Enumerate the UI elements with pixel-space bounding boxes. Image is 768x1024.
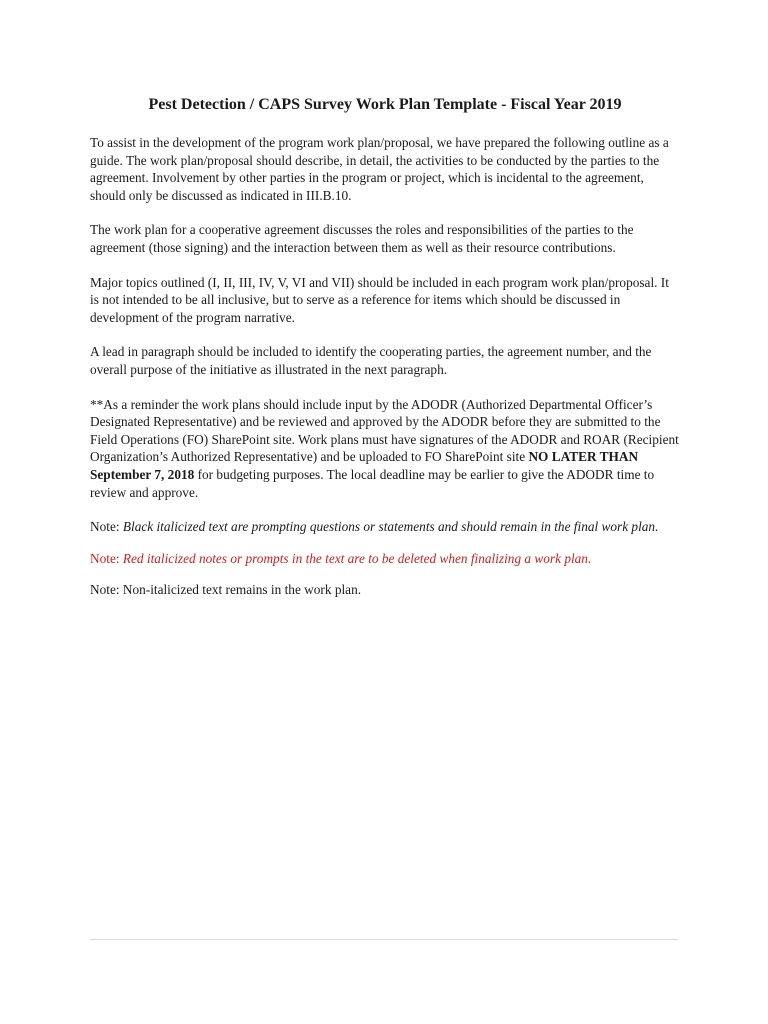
- note-red-italic: [90, 550, 680, 568]
- paragraph-roles: The work plan for a cooperative agreement discusses the roles and responsibilities of the parties to the agreement (those signing) and the interaction between them as well as their resource contributions.: [90, 222, 634, 255]
- reminder-text-end: for budgeting purposes. The local deadline may be earlier to give the ADODR time to review and approve.: [90, 466, 655, 500]
- note-label: Note:: [90, 550, 123, 566]
- note-text: Red italicized notes or prompts in the text are to be deleted when finalizing a work plan.: [122, 550, 592, 566]
- note-non-italic: [90, 581, 680, 599]
- paragraph-lead-in: A lead in paragraph should be included to identify the cooperating parties, the agreement number, and the overall purpose of the initiative as illustrated in the next paragraph.: [90, 344, 652, 377]
- note-label: Note:: [90, 582, 123, 598]
- note-text: Black italicized text are prompting questions or statements and should remain in the final work plan.: [122, 519, 659, 535]
- document-title: Pest Detection / CAPS Survey Work Plan Template - Fiscal Year 2019: [148, 96, 622, 113]
- paragraph-major-topics: Major topics outlined (I, II, III, IV, V, VI and VII) should be included in each program work plan/proposal. It is not intended to be all inclusive, but to serve as a reference for items which should be discussed in development of the program narrative.: [90, 274, 669, 325]
- note-black-italic: [90, 518, 680, 536]
- paragraph-intro: To assist in the development of the program work plan/proposal, we have prepared the following outline as a guide. The work plan/proposal should describe, in detail, the activities to be conducted by the parties to the agreement. Involvement by other parties in the program or project, which is incidental to the agreement, should only be discussed as indicated in III.B.10.: [90, 135, 669, 203]
- footer-divider: [90, 939, 678, 940]
- document-page: [90, 0, 680, 1024]
- deadline-text: NO LATER THAN September 7, 2018: [90, 449, 639, 482]
- note-text: Non-italicized text remains in the work plan.: [122, 582, 362, 598]
- paragraph-reminder: [90, 396, 680, 502]
- reminder-text: **As a reminder the work plans should include input by the ADODR (Authorized Departmental Officer’s Designated Representative) and be reviewed and approved by the ADODR before they are submitted to the Field Operations (FO) SharePoint site. Work plans must have signatures of the ADODR and ROAR (Recipient Organization’s Authorized Representative) and be uploaded to FO SharePoint site: [90, 396, 679, 465]
- note-label: Note:: [90, 519, 123, 535]
- document-body: [90, 134, 680, 613]
